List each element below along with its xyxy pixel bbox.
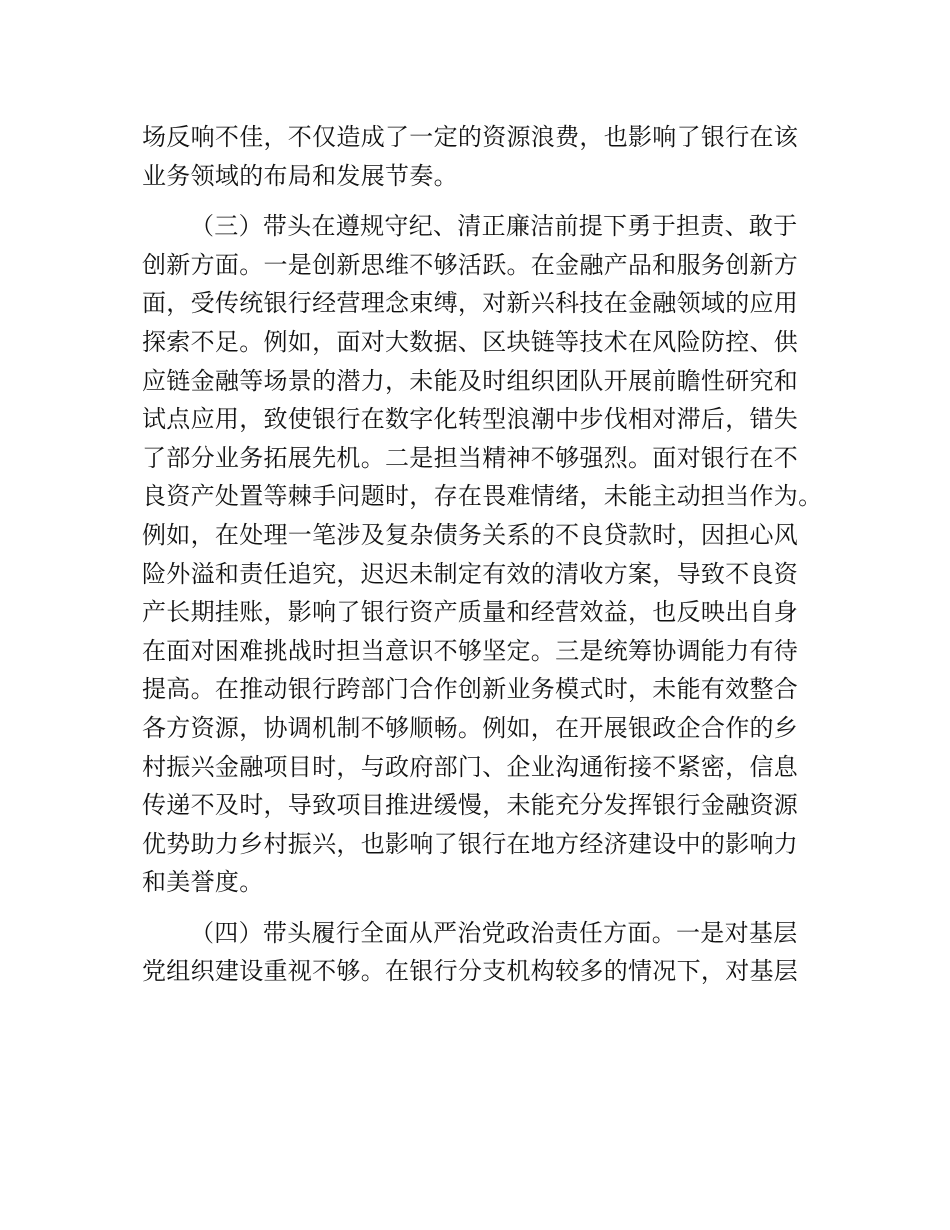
text-line: 村振兴金融项目时，与政府部门、企业沟通衔接不紧密，信息: [142, 752, 799, 781]
text-line: 面，受传统银行经营理念束缚，对新兴科技在金融领域的应用: [142, 289, 799, 318]
text-line: （四）带头履行全面从严治党政治责任方面。一是对基层: [190, 918, 798, 947]
text-line: 和美誉度。: [142, 868, 264, 897]
text-line: （三）带头在遵规守纪、清正廉洁前提下勇于担责、敢于: [190, 212, 798, 241]
paragraph-section-three: [142, 207, 822, 902]
text-line: 试点应用，致使银行在数字化转型浪潮中步伐相对滞后，错失: [142, 405, 799, 434]
text-line: 业务领域的布局和发展节奏。: [142, 161, 458, 190]
text-line: 良资产处置等棘手问题时，存在畏难情绪，未能主动担当作为。: [142, 482, 823, 511]
text-line: 各方资源，协调机制不够顺畅。例如，在开展银政企合作的乡: [142, 713, 799, 742]
text-line: 党组织建设重视不够。在银行分支机构较多的情况下，对基层: [142, 957, 799, 986]
paragraph-section-four: [142, 914, 822, 991]
document-body: [142, 118, 822, 991]
text-line: 传递不及时，导致项目推进缓慢，未能充分发挥银行金融资源: [142, 791, 799, 820]
text-line: 优势助力乡村振兴，也影响了银行在地方经济建设中的影响力: [142, 829, 799, 858]
text-line: 在面对困难挑战时担当意识不够坚定。三是统筹协调能力有待: [142, 636, 799, 665]
text-line: 场反响不佳，不仅造成了一定的资源浪费，也影响了银行在该: [142, 123, 799, 151]
text-line: 产长期挂账，影响了银行资产质量和经营效益，也反映出自身: [142, 598, 799, 627]
text-line: 提高。在推动银行跨部门合作创新业务模式时，未能有效整合: [142, 675, 799, 704]
text-line: 例如，在处理一笔涉及复杂债务关系的不良贷款时，因担心风: [142, 520, 799, 549]
text-line: 了部分业务拓展先机。二是担当精神不够强烈。面对银行在不: [142, 443, 799, 472]
text-line: 探索不足。例如，面对大数据、区块链等技术在风险防控、供: [142, 327, 799, 356]
text-line: 创新方面。一是创新思维不够活跃。在金融产品和服务创新方: [142, 250, 799, 279]
text-line: 应链金融等场景的潜力，未能及时组织团队开展前瞻性研究和: [142, 366, 799, 395]
paragraph-continuation: [142, 118, 822, 195]
text-line: 险外溢和责任追究，迟迟未制定有效的清收方案，导致不良资: [142, 559, 799, 588]
